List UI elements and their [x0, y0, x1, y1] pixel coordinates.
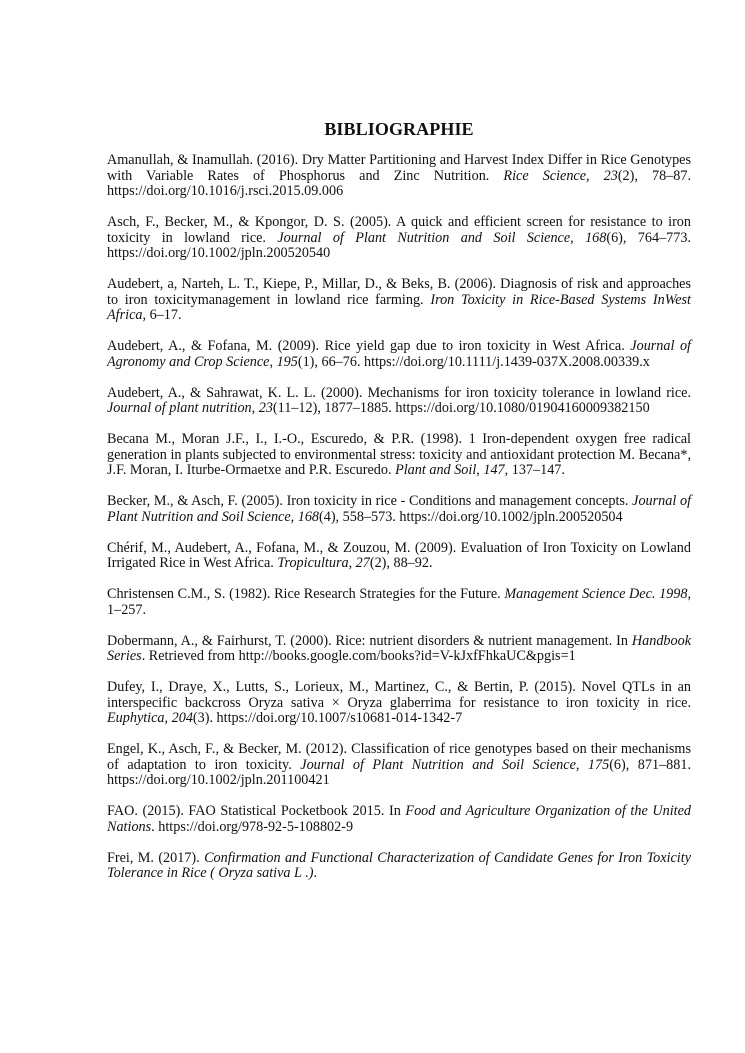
- reference-details: (11–12), 1877–1885. https://doi.org/10.1080/01904160009382150: [272, 400, 650, 417]
- reference-volume: 175: [587, 756, 610, 773]
- reference-volume: 23: [603, 167, 618, 184]
- reference-entry: [107, 742, 691, 789]
- reference-text: Audebert, A., & Fofana, M. (2009). Rice yield gap due to iron toxicity in West Africa.: [107, 338, 631, 355]
- reference-entry: [107, 339, 691, 370]
- reference-text: Asch, F., Becker, M., & Kpongor, D. S. (2005). A quick and efficient screen for resistance to iron toxicity in lowland rice.: [107, 214, 691, 246]
- reference-text: Engel, K., Asch, F., & Becker, M. (2012). Classification of rice genotypes based on their mechanisms of adaptation to iron toxicity.: [107, 741, 691, 773]
- reference-separator: ,: [570, 229, 586, 246]
- reference-journal: Tropicultura: [277, 555, 349, 572]
- page-title: BIBLIOGRAPHIE: [324, 119, 474, 139]
- reference-details: . Retrieved from http://books.google.com/books?id=V-kJxfFhkaUC&pgis=1: [141, 648, 576, 665]
- reference-details: , 137–147.: [504, 462, 565, 479]
- reference-volume: 168: [585, 229, 607, 246]
- reference-journal: Journal of Plant Nutrition and Soil Science: [107, 493, 692, 525]
- reference-text: Dufey, I., Draye, X., Lutts, S., Lorieux, M., Martinez, C., & Bertin, P. (2015). Novel QTLs in an interspecific backcross Oryza sativa × Oryza glaberrima for resistance to iron toxicity in rice.: [107, 679, 691, 711]
- reference-volume: 147: [483, 462, 505, 479]
- reference-details: , 6–17.: [142, 307, 182, 324]
- reference-separator: ,: [575, 756, 588, 773]
- reference-journal: Euphytica: [107, 710, 165, 727]
- reference-journal: Plant and Soil: [395, 462, 477, 479]
- reference-text: Audebert, A., & Sahrawat, K. L. L. (2000). Mechanisms for iron toxicity tolerance in lowland rice.: [107, 384, 691, 401]
- reference-details: (1), 66–76. https://doi.org/10.1111/j.1439-037X.2008.00339.x: [297, 353, 650, 370]
- reference-entry: [107, 215, 691, 262]
- reference-details: (6), 764–773. https://doi.org/10.1002/jpln.200520540: [107, 229, 691, 262]
- reference-journal: Food and Agriculture Organization of the United Nations: [107, 803, 691, 835]
- reference-journal: Journal of Plant Nutrition and Soil Science: [277, 229, 571, 246]
- reference-entry: [107, 804, 691, 835]
- reference-journal: Management Science Dec. 1998: [504, 586, 688, 603]
- reference-entry: [107, 386, 691, 417]
- reference-text: FAO. (2015). FAO Statistical Pocketbook 2015. In: [107, 803, 406, 820]
- reference-separator: ,: [586, 167, 604, 184]
- reference-details: .: [313, 865, 318, 882]
- reference-separator: ,: [251, 400, 259, 417]
- reference-text: Christensen C.M., S. (1982). Rice Research Strategies for the Future.: [107, 586, 505, 603]
- reference-volume: 204: [171, 710, 193, 727]
- reference-entry: [107, 680, 691, 727]
- reference-text: Frei, M. (2017).: [107, 849, 205, 866]
- reference-text: Becker, M., & Asch, F. (2005). Iron toxicity in rice - Conditions and management concepts.: [107, 493, 633, 510]
- reference-volume: 23: [258, 400, 273, 417]
- reference-journal: Journal of Agronomy and Crop Science: [107, 338, 692, 370]
- reference-volume: 168: [297, 508, 320, 525]
- reference-entry: [107, 587, 691, 618]
- reference-journal: Handbook Series: [107, 632, 691, 665]
- reference-details: (3). https://doi.org/10.1007/s10681-014-1342-7: [192, 710, 463, 727]
- reference-journal: Journal of plant nutrition: [107, 400, 252, 417]
- reference-separator: ,: [476, 462, 484, 479]
- reference-separator: ,: [348, 555, 356, 572]
- reference-journal: Rice Science: [503, 167, 587, 184]
- reference-text: Audebert, a, Narteh, L. T., Kiepe, P., Millar, D., & Beks, B. (2006). Diagnosis of risk and approaches to iron toxicitymanagement in lowland rice farming.: [107, 276, 691, 308]
- reference-entry: [107, 432, 691, 479]
- reference-volume: 195: [276, 353, 298, 370]
- reference-separator: ,: [164, 710, 172, 727]
- reference-text: Dobermann, A., & Fairhurst, T. (2000). Rice: nutrient disorders & nutrient management. In: [107, 632, 632, 649]
- reference-journal: Iron Toxicity in Rice-Based Systems InWest Africa: [107, 291, 691, 324]
- reference-list: [107, 153, 691, 882]
- reference-text: Amanullah, & Inamullah. (2016). Dry Matter Partitioning and Harvest Index Differ in Rice Genotypes with Variable Rates of Phosphorus and Zinc Nutrition.: [107, 152, 691, 184]
- reference-journal: Confirmation and Functional Characterization of Candidate Genes for Iron Toxicity Tolerance in Rice ( Oryza sativa L .): [107, 849, 691, 882]
- reference-separator: ,: [290, 508, 298, 525]
- reference-entry: [107, 153, 691, 200]
- reference-journal: Journal of Plant Nutrition and Soil Science: [300, 756, 576, 773]
- reference-text: Becana M., Moran J.F., I., I.-O., Escuredo, & P.R. (1998). 1 Iron-dependent oxygen free radical generation in plants subjected to environmental stress: toxicity and antioxidant protection M. Becana*, J.F. Moran, I. Iturbe-Ormaetxe and P.R. Escuredo.: [107, 431, 691, 479]
- reference-entry: [107, 541, 691, 572]
- reference-volume: 27: [355, 555, 370, 572]
- reference-details: . https://doi.org/978-92-5-108802-9: [151, 818, 354, 835]
- reference-text: Chérif, M., Audebert, A., Fofana, M., & Zouzou, M. (2009). Evaluation of Iron Toxicity on Lowland Irrigated Rice in West Africa.: [107, 539, 691, 572]
- reference-entry: [107, 277, 691, 324]
- reference-entry: [107, 494, 691, 525]
- reference-details: , 1–257.: [107, 586, 691, 618]
- reference-details: (2), 88–92.: [369, 555, 433, 572]
- reference-entry: [107, 634, 691, 665]
- reference-separator: ,: [269, 353, 277, 370]
- reference-details: (4), 558–573. https://doi.org/10.1002/jpln.200520504: [319, 508, 623, 525]
- reference-details: (6), 871–881. https://doi.org/10.1002/jpln.201100421: [107, 756, 691, 789]
- reference-entry: [107, 851, 691, 882]
- reference-details: (2), 78–87. https://doi.org/10.1016/j.rsci.2015.09.006: [107, 167, 692, 200]
